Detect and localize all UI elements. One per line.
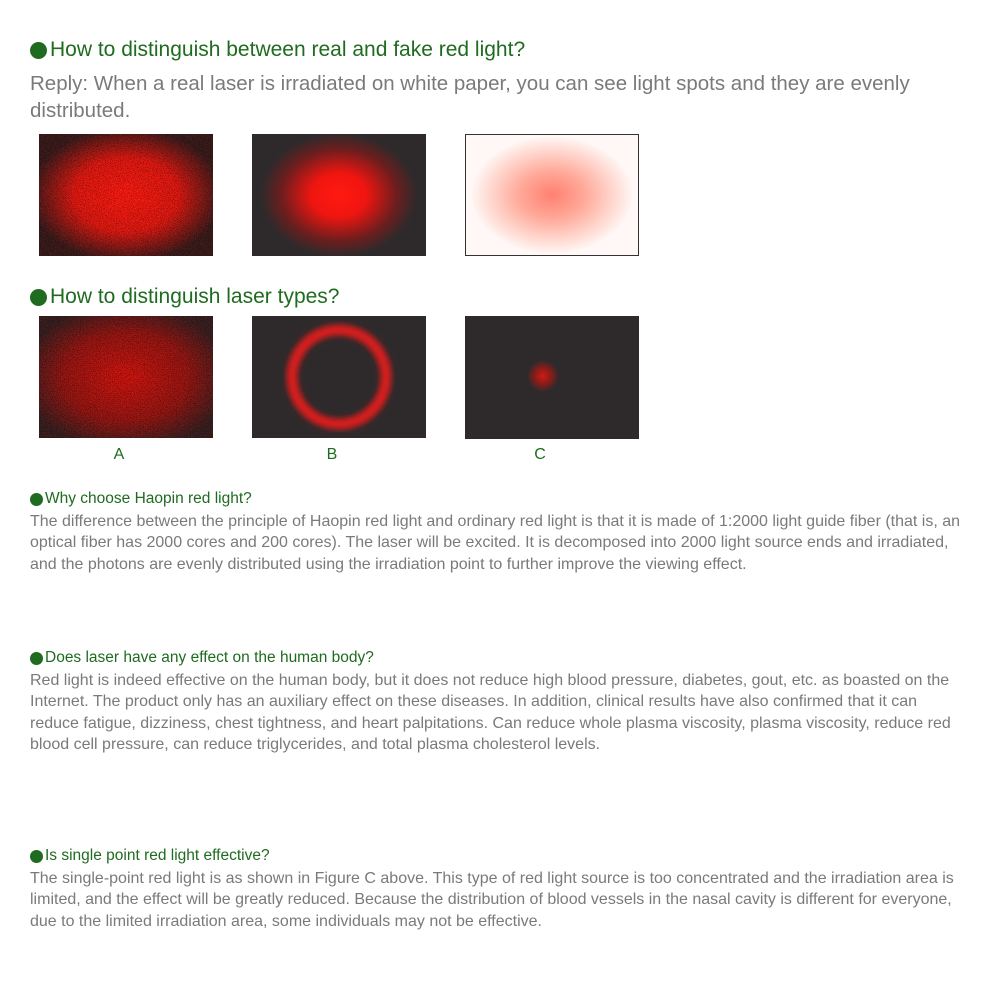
section4-heading-text: Does laser have any effect on the human body? — [45, 649, 374, 666]
section2-heading-text: How to distinguish laser types? — [50, 285, 340, 308]
section4-heading — [30, 649, 374, 667]
bullet-dot-icon — [30, 493, 43, 506]
section1-reply: Reply: When a real laser is irradiated on white paper, you can see light spots and they are evenly distributed. — [30, 72, 910, 122]
bullet-dot-icon — [30, 42, 47, 59]
bullet-dot-icon — [30, 652, 43, 665]
section3-heading-text: Why choose Haopin red light? — [45, 490, 252, 507]
real-laser-speckle-image — [39, 134, 213, 256]
section4-body: Red light is indeed effective on the human body, but it does not reduce high blood pressure, diabetes, gout, etc. as boasted on the Internet. The product only has an auxiliary effect on these diseases. In addition, clinical results have also confirmed that it can reduce fatigue, dizziness, chest tightness, and heart palpitations. Can reduce whole plasma viscosity, plasma viscosity, reduce red blood cell pressure, can reduce triglycerides, and total plasma cholesterol levels. — [30, 672, 951, 753]
section3-body: The difference between the principle of Haopin red light and ordinary red light is that it is made of 1:2000 light guide fiber (that is, an optical fiber has 2000 cores and 200 cores). The laser will be excited. It is decomposed into 2000 light source ends and irradiated, and the photons are evenly distributed using the irradiation point to further improve the viewing effect. — [30, 513, 961, 573]
laser-type-c-image — [465, 316, 639, 439]
pale-pink-glow-image — [465, 134, 639, 256]
section3-heading — [30, 490, 252, 508]
label-a: A — [113, 446, 125, 463]
section5-body: The single-point red light is as shown in Figure C above. This type of red light source is too concentrated and the irradiation area is limited, and the effect will be greatly reduced. Because the distribution of blood vessels in the nasal cavity is different for everyone, due to the limited irradiation area, some individuals may not be effective. — [30, 870, 954, 930]
section2-heading — [30, 285, 339, 309]
smooth-red-glow-image — [252, 134, 426, 256]
laser-type-a-image — [39, 316, 213, 438]
laser-type-b-image — [252, 316, 426, 438]
bullet-dot-icon — [30, 850, 43, 863]
label-b: B — [326, 446, 338, 463]
bullet-dot-icon — [30, 289, 47, 306]
section1-heading-text: How to distinguish between real and fake red light? — [50, 38, 526, 61]
label-c: C — [534, 446, 546, 463]
section5-heading — [30, 847, 270, 865]
section1-heading — [30, 38, 525, 62]
section5-heading-text: Is single point red light effective? — [45, 847, 270, 864]
